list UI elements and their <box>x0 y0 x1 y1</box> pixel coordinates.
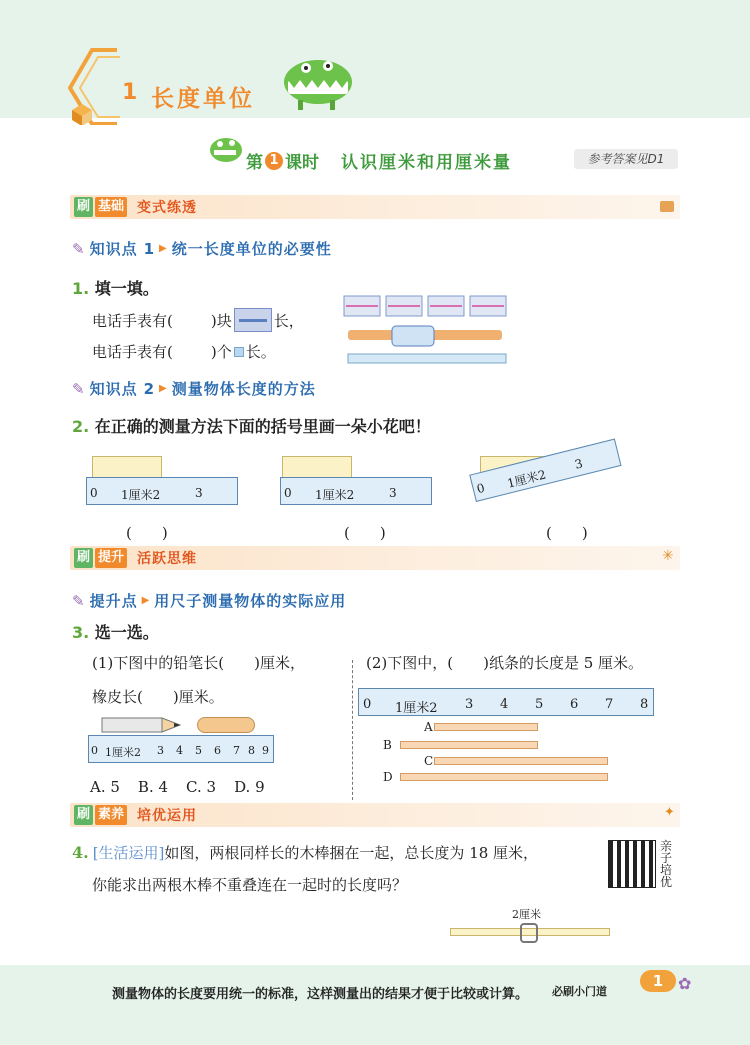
tag-shua: 刷 <box>74 197 93 217</box>
strip-a <box>434 723 538 731</box>
q3-number: 3. <box>72 623 90 642</box>
section-subtitle: 变式练透 <box>137 200 198 216</box>
chapter-number: 1 <box>122 80 141 105</box>
option-d[interactable]: D. 9 <box>234 778 265 796</box>
small-dinosaur-icon <box>206 130 246 168</box>
tag-quality: 素养 <box>95 805 127 825</box>
ruler-label: 3 <box>573 456 585 472</box>
mascot-icon: ✿ <box>678 974 692 993</box>
q1-line1-a: 电话手表有( <box>92 311 173 330</box>
q1-line2-b: )个 <box>210 343 232 361</box>
ruler-label: 0 <box>91 744 98 757</box>
runner-icon: ✦ <box>664 805 675 820</box>
lesson-number: 1 <box>265 152 283 170</box>
divider <box>352 660 353 800</box>
small-square-icon <box>234 347 244 357</box>
pencil-icon: ✎ <box>72 379 86 398</box>
binding-icon <box>520 923 538 943</box>
ruler-label: 4 <box>176 744 183 757</box>
q1-number: 1. <box>72 279 90 298</box>
kp-label: 提升点 <box>89 592 138 610</box>
ruler-label: 8 <box>640 697 649 712</box>
kp-number: 2 <box>143 379 156 398</box>
dinosaur-mascot-icon <box>278 50 358 112</box>
q4-line2: 你能求出两根木棒不重叠连在一起时的长度吗？ <box>92 876 408 894</box>
eraser-illustration <box>197 717 255 733</box>
tag-shua: 刷 <box>74 548 93 568</box>
ruler-label: 0 <box>284 486 292 500</box>
q3-ruler-2 <box>358 688 654 716</box>
section-bar-improve <box>70 546 680 570</box>
footer-brand: 必刷小门道 <box>552 985 607 998</box>
q1-title: 填一填。 <box>94 279 159 298</box>
tag-shua: 刷 <box>74 805 93 825</box>
qr-label: 亲子培优 <box>660 839 673 889</box>
ruler-label: 7 <box>233 744 240 757</box>
ruler-label: 3 <box>465 697 474 712</box>
ruler-label: 5 <box>195 744 202 757</box>
kp-label: 知识点 <box>89 380 138 398</box>
q1-line1-b: )块 <box>210 311 232 330</box>
ruler-2 <box>280 477 432 505</box>
q2-title: 在正确的测量方法下面的括号里画一朵小花吧！ <box>94 417 431 436</box>
option-c[interactable]: C. 3 <box>186 778 217 796</box>
strip-label-b: B <box>383 738 392 752</box>
q3-part2-line1: (2)下图中，( )纸条的长度是 5 厘米。 <box>366 654 644 672</box>
ruler-label: 0 <box>90 486 98 500</box>
pencil-icon: ✎ <box>72 239 86 258</box>
star-icon: ✳ <box>662 548 674 564</box>
q1-line1-c: 长， <box>273 311 304 330</box>
overlap-label: 2厘米 <box>512 908 541 921</box>
ruler-label: 7 <box>605 697 614 712</box>
chapter-title: 长度单位 <box>151 86 255 112</box>
ruler-3 <box>469 439 621 502</box>
q1-line2-c: 长。 <box>245 343 276 361</box>
ruler-label: 6 <box>570 697 579 712</box>
q2-paren-3[interactable]: ( ) <box>546 524 588 542</box>
answer-reference: 参考答案见D1 <box>574 149 678 169</box>
q3-part1-line2: 橡皮长( )厘米。 <box>92 688 224 706</box>
option-a[interactable]: A. 5 <box>90 778 120 796</box>
q4-text-1: 如图，两根同样长的木棒捆在一起，总长度为 18 厘米， <box>164 844 539 862</box>
section-subtitle: 培优运用 <box>137 808 198 824</box>
lesson-prefix: 第 <box>246 153 263 173</box>
ruler-label: 8 <box>248 744 255 757</box>
footer-band <box>0 965 750 1045</box>
strip-label-a: A <box>424 720 433 734</box>
page-number: 1 <box>640 970 676 992</box>
q1-line2 <box>92 341 276 362</box>
q4-tag: [生活运用] <box>92 844 165 862</box>
q3-heading <box>72 620 159 643</box>
ruler-label: 0 <box>475 480 487 497</box>
ruler-label: 5 <box>535 697 544 712</box>
q1-line2-a: 电话手表有( <box>92 343 173 361</box>
ruler-label: 1厘米2 <box>315 488 355 502</box>
section-subtitle: 活跃思维 <box>137 551 198 567</box>
ruler-label: 6 <box>214 744 221 757</box>
notebook-icon <box>660 201 674 212</box>
pencil-illustration <box>96 714 191 736</box>
triangle-icon: ▶ <box>159 383 168 394</box>
ruler-1 <box>86 477 238 505</box>
q2-paren-2[interactable]: ( ) <box>344 524 386 542</box>
strip-label-c: C <box>424 754 434 768</box>
ruler-label: 1厘米2 <box>395 701 438 716</box>
kp-number: 1 <box>143 239 156 258</box>
q1-line1 <box>92 308 304 332</box>
q3-part1-line1: (1)下图中的铅笔长( )厘米， <box>92 654 305 672</box>
watch-illustration <box>342 294 510 366</box>
improvement-point <box>72 590 346 611</box>
pencil-icon: ✎ <box>72 591 86 610</box>
footer-tip: 测量物体的长度要用统一的标准，这样测量出的结果才便于比较或计算。 <box>112 987 529 1002</box>
q3-title: 选一选。 <box>94 623 159 642</box>
triangle-icon: ▶ <box>141 595 151 606</box>
strip-c <box>434 757 608 765</box>
tag-improve: 提升 <box>95 548 127 568</box>
q2-number: 2. <box>72 417 90 436</box>
ruler-label: 1厘米2 <box>505 467 548 491</box>
lesson-suffix: 课时 <box>285 153 319 173</box>
ruler-label: 1厘米2 <box>105 746 141 759</box>
ruler-label: 1厘米2 <box>121 488 161 502</box>
knowledge-point-2 <box>72 378 316 399</box>
q4-line1 <box>72 842 538 863</box>
kp-text: 测量物体长度的方法 <box>171 380 316 398</box>
q1-heading <box>72 276 159 299</box>
section-bar-quality <box>70 803 680 827</box>
object-2 <box>282 456 352 478</box>
object-1 <box>92 456 162 478</box>
lesson-title: 认识厘米和用厘米量 <box>341 153 512 173</box>
ruler-label: 4 <box>500 697 509 712</box>
kp-label: 知识点 <box>89 240 138 258</box>
lesson-heading <box>246 148 512 173</box>
strap-block-icon <box>234 308 272 332</box>
q2-heading <box>72 414 431 437</box>
tag-basic: 基础 <box>95 197 127 217</box>
q3-options <box>90 778 265 796</box>
q4-number: 4. <box>72 843 89 862</box>
ruler-label: 9 <box>262 744 269 757</box>
triangle-icon: ▶ <box>159 243 168 254</box>
kp-text: 统一长度单位的必要性 <box>171 240 332 258</box>
ruler-label: 3 <box>157 744 164 757</box>
ruler-label: 3 <box>389 486 397 500</box>
strip-b <box>400 741 538 749</box>
option-b[interactable]: B. 4 <box>137 778 169 796</box>
ruler-label: 0 <box>363 697 372 712</box>
q2-paren-1[interactable]: ( ) <box>126 524 168 542</box>
strip-d <box>400 773 608 781</box>
q3-ruler-1 <box>88 735 274 763</box>
strip-label-d: D <box>383 770 393 784</box>
section-bar-basic <box>70 195 680 219</box>
qr-code-icon[interactable] <box>608 840 656 888</box>
knowledge-point-1 <box>72 238 332 259</box>
kp-text: 用尺子测量物体的实际应用 <box>154 592 347 610</box>
ruler-label: 3 <box>195 486 203 500</box>
